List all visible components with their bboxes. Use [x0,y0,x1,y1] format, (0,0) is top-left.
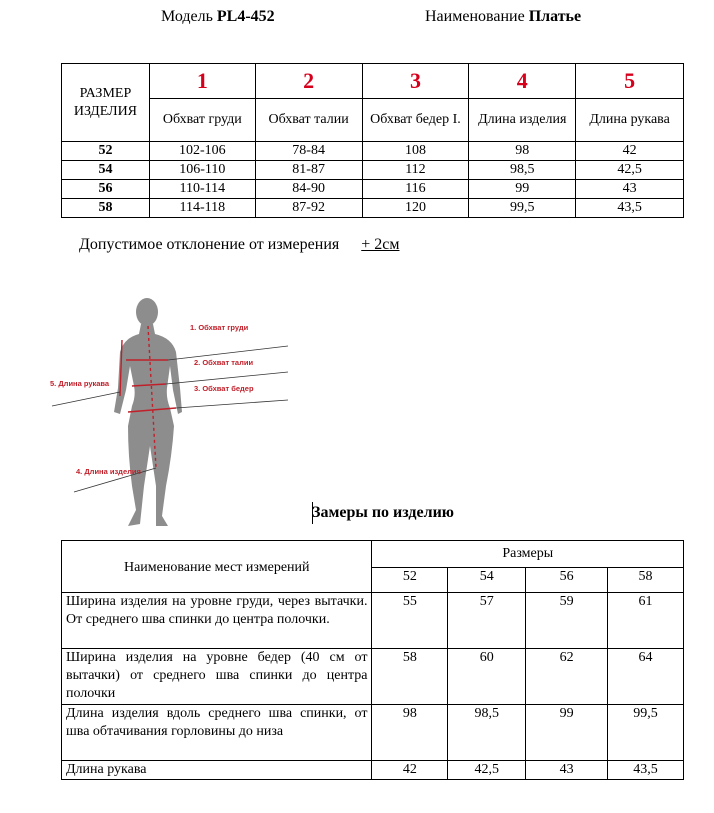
measure-value: 55 [372,593,448,649]
name-label: Наименование [425,8,525,25]
tolerance-note [79,236,399,254]
value-cell: 106-110 [149,161,255,180]
size-column-header: РАЗМЕР ИЗДЕЛИЯ [62,64,150,142]
table-row [62,705,684,761]
model-header [161,8,275,26]
table-row [62,161,684,180]
sizes-header: Размеры [372,541,684,568]
column-label: Длина рукава [576,99,684,142]
measure-value: 98,5 [448,705,526,761]
value-cell: 43,5 [576,199,684,218]
value-cell: 84-90 [255,180,362,199]
measure-value: 62 [526,649,608,705]
value-cell: 99 [469,180,576,199]
measure-name: Ширина изделия на уровне бедер (40 см от вытачки) от среднего шва спинки до центра полочки [62,649,372,705]
measure-value: 61 [608,593,684,649]
measure-value: 42 [372,761,448,780]
size-cell: 54 [62,161,150,180]
measure-name: Длина рукава [62,761,372,780]
column-label: Длина изделия [469,99,576,142]
measure-value: 60 [448,649,526,705]
measure-value: 99 [526,705,608,761]
value-cell: 87-92 [255,199,362,218]
value-cell: 116 [362,180,469,199]
measure-name: Длина изделия вдоль среднего шва спинки, от шва обтачивания горловины до низа [62,705,372,761]
measures-table [61,540,684,780]
value-cell: 108 [362,142,469,161]
name-header [425,8,581,26]
measure-value: 57 [448,593,526,649]
size-cell: 56 [62,180,150,199]
size-header-cell: 56 [526,568,608,593]
measure-value: 99,5 [608,705,684,761]
column-label: Обхват груди [149,99,255,142]
value-cell: 42,5 [576,161,684,180]
label-bust: 1. Обхват груди [190,323,249,332]
measure-value: 58 [372,649,448,705]
column-number: 5 [576,64,684,99]
table-row [62,180,684,199]
column-number: 2 [255,64,362,99]
table-row [62,199,684,218]
measure-name: Ширина изделия на уровне груди, через вытачки. От среднего шва спинки до центра полочки. [62,593,372,649]
column-number: 4 [469,64,576,99]
table-row [62,761,684,780]
column-number: 3 [362,64,469,99]
table-row [62,593,684,649]
label-length: 4. Длина изделия [76,467,141,476]
measure-value: 43,5 [608,761,684,780]
model-label: Модель [161,8,213,25]
size-cell: 52 [62,142,150,161]
size-header-cell: 52 [372,568,448,593]
size-table [61,63,684,218]
measurement-figure [44,296,314,532]
size-header-cell: 58 [608,568,684,593]
value-cell: 99,5 [469,199,576,218]
label-waist: 2. Обхват талии [194,358,254,367]
value-cell: 98,5 [469,161,576,180]
size-header-cell: 54 [448,568,526,593]
value-cell: 42 [576,142,684,161]
measure-value: 64 [608,649,684,705]
value-cell: 81-87 [255,161,362,180]
table-row [62,142,684,161]
column-label: Обхват талии [255,99,362,142]
column-label: Обхват бедер I. [362,99,469,142]
measure-value: 98 [372,705,448,761]
value-cell: 114-118 [149,199,255,218]
value-cell: 43 [576,180,684,199]
measure-value: 59 [526,593,608,649]
name-value: Платье [528,8,582,25]
value-cell: 110-114 [149,180,255,199]
column-number: 1 [149,64,255,99]
tolerance-text: Допустимое отклонение от измерения [79,236,340,253]
col-name-header: Наименование мест измерений [62,541,372,593]
value-cell: 98 [469,142,576,161]
measure-value: 42,5 [448,761,526,780]
value-cell: 78-84 [255,142,362,161]
table-row [62,649,684,705]
value-cell: 102-106 [149,142,255,161]
label-hips: 3. Обхват бедер [194,384,254,393]
size-cell: 58 [62,199,150,218]
measures-title: Замеры по изделию [312,504,455,521]
label-sleeve: 5. Длина рукава [50,379,110,388]
tolerance-value: + 2см [361,236,400,253]
value-cell: 120 [362,199,469,218]
value-cell: 112 [362,161,469,180]
model-value: PL4-452 [216,8,275,25]
measure-value: 43 [526,761,608,780]
